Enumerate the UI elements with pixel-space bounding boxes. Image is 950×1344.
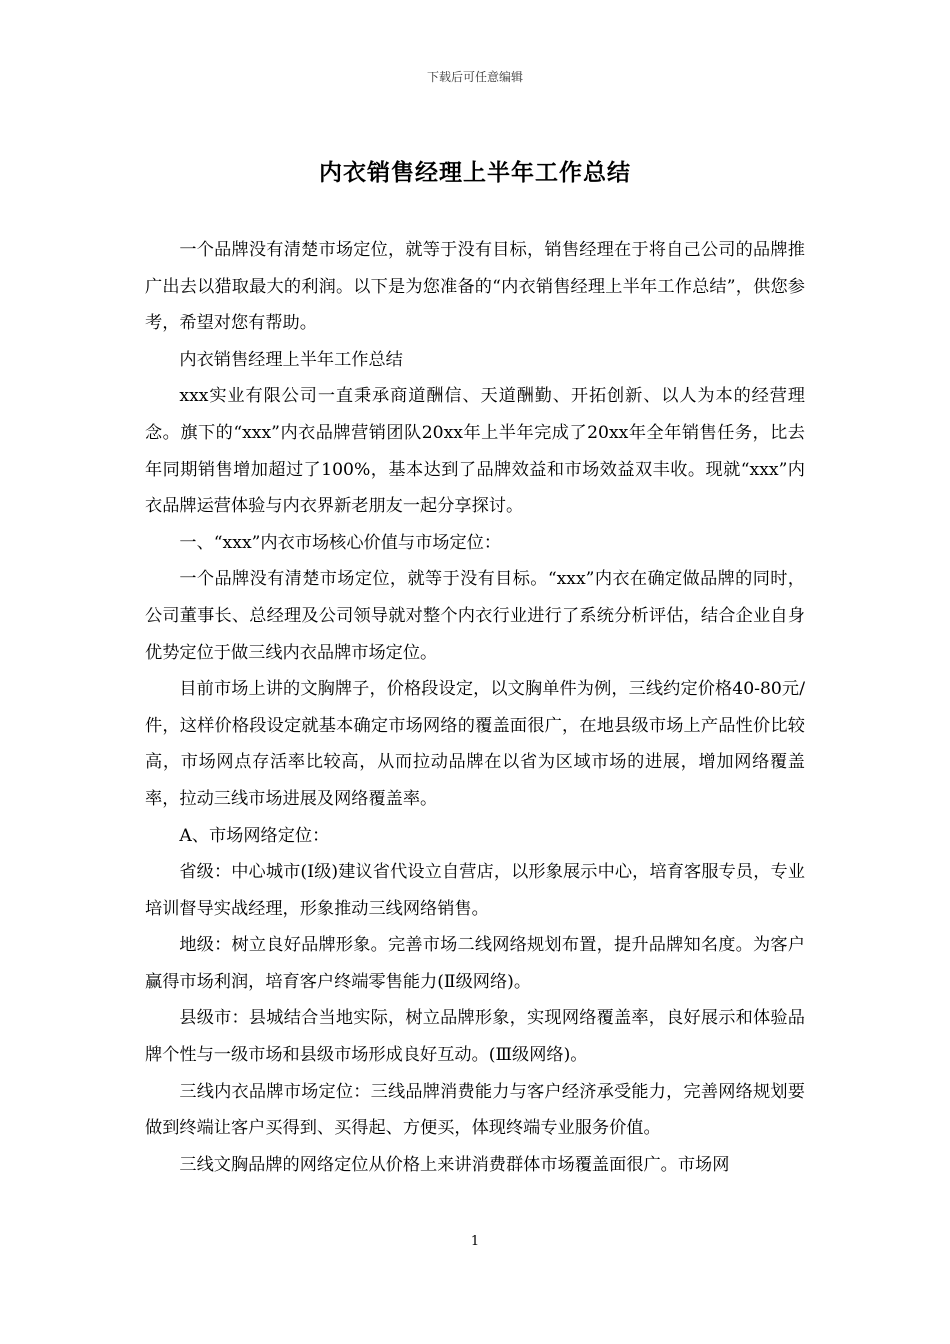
paragraph-intro: 一个品牌没有清楚市场定位，就等于没有目标，销售经理在于将自己公司的品牌推广出去以猎取最大的利润。以下是为您准备的“内衣销售经理上半年工作总结”，供您参考，希望对您有帮助。 [145, 240, 805, 334]
section-heading-a: A、市场网络定位： [179, 825, 330, 846]
paragraph-provincial: 省级：中心城市(Ⅰ级)建议省代设立自营店，以形象展示中心，培育客服专员，专业培训督导实战经理，形象推动三线网络销售。 [145, 862, 805, 919]
document-title: 内衣销售经理上半年工作总结 [319, 159, 631, 186]
paragraph-positioning: 一个品牌没有清楚市场定位，就等于没有目标。“xxx”内衣在确定做品牌的同时，公司董事长、总经理及公司领导就对整个内衣行业进行了系统分析评估，结合企业自身优势定位于做三线内衣品牌市场定位。 [145, 569, 805, 663]
page-number: 1 [470, 1234, 480, 1249]
paragraph-network: 三线文胸品牌的网络定位从价格上来讲消费群体市场覆盖面很广。市场网 [179, 1154, 730, 1175]
document-body [145, 232, 805, 1183]
paragraph-third-tier: 三线内衣品牌市场定位：三线品牌消费能力与客户经济承受能力，完善网络规划要做到终端让客户买得到、买得起、方便买，体现终端专业服务价值。 [145, 1081, 805, 1139]
paragraph-county: 县级市：县城结合当地实际，树立品牌形象，实现网络覆盖率，良好展示和体验品牌个性与一级市场和县级市场形成良好互动。(Ⅲ级网络)。 [145, 1008, 805, 1066]
paragraph-pricing: 目前市场上讲的文胸牌子，价格段设定，以文胸单件为例，三线约定价格40-80元/件，这样价格段设定就基本确定市场网络的覆盖面很广，在地县级市场上产品性价比较高，市场网点存活率比较高，从而拉动品牌在以省为区域市场的进展，增加网络覆盖率，拉动三线市场进展及网络覆盖率。 [145, 679, 805, 809]
paragraph-subtitle: 内衣销售经理上半年工作总结 [179, 349, 403, 370]
paragraph-prefecture: 地级：树立良好品牌形象。完善市场二线网络规划布置，提升品牌知名度。为客户赢得市场利润，培育客户终端零售能力(Ⅱ级网络)。 [145, 935, 805, 992]
page-header: 下载后可任意编辑 [426, 70, 523, 84]
paragraph-company: xxx实业有限公司一直秉承商道酬信、天道酬勤、开拓创新、以人为本的经营理念。旗下的“xxx”内衣品牌营销团队20xx年上半年完成了20xx年全年销售任务，比去年同期销售增加超过了100%，基本达到了品牌效益和市场效益双丰收。现就“xxx”内衣品牌运营体验与内衣界新老朋友一起分享探讨。 [145, 386, 805, 517]
section-heading-1: 一、“xxx”内衣市场核心价值与市场定位： [179, 532, 502, 553]
